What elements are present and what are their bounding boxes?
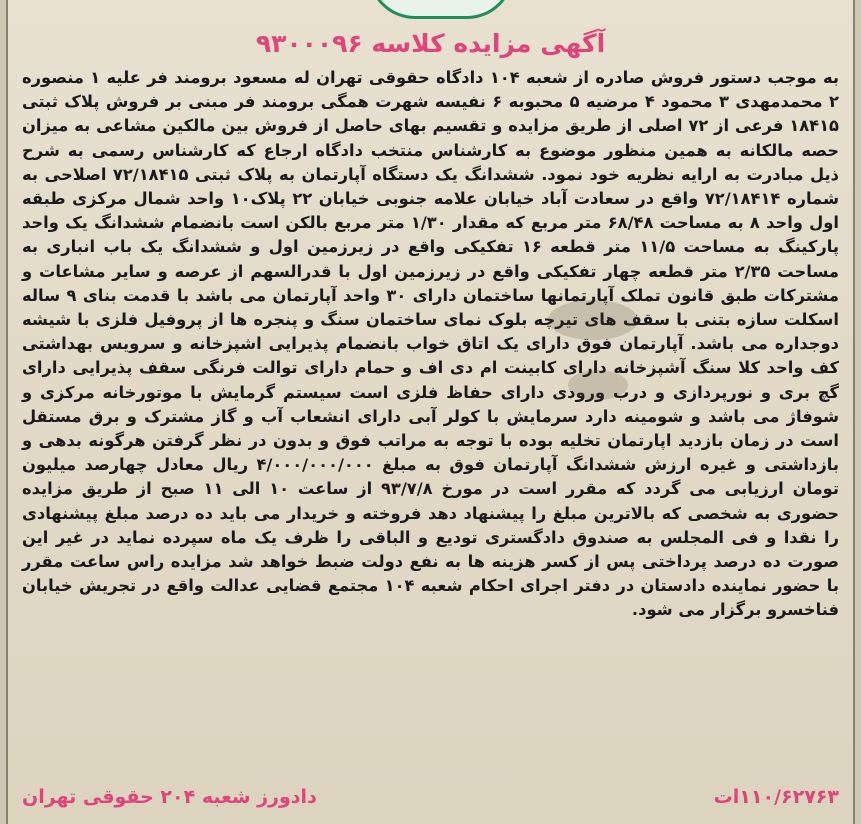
- notice-footer: [22, 780, 839, 814]
- notice-title: آگهی مزایده کلاسه ۹۳۰۰۰۹۶: [255, 29, 606, 58]
- reference-code: ۱۱۰/۶۲۷۶۳ات: [713, 786, 839, 808]
- signature: دادورز شعبه ۲۰۴ حقوقی تهران: [22, 786, 317, 808]
- newspaper-clipping: [6, 0, 855, 824]
- notice-body: به موجب دستور فروش صادره از شعبه ۱۰۴ دادگاه حقوقی تهران له مسعود برومند فر علیه ۱ منصوره ۲ محمدمهدی ۳ محمود ۴ مرضیه ۵ محبوبه ۶ نفیسه شهرت همگی برومند فر مبنی بر فروش پلاک ثبتی ۱۸۴۱۵ فرعی از ۷۲ اصلی از طریق مزایده و تقسیم بهای حاصل از فروش بین مالکین مشاعی به میزان حصه مالکانه به همین منظور موضوع به کارشناس منتخب دادگاه ارجاع که کارشناس رسمی به شرح ذیل مبادرت به ارایه نظریه خود نمود. ششدانگ یک دستگاه آپارتمان به پلاک ثبتی ۷۲/۱۸۴۱۵ اصلاحی به شماره ۷۲/۱۸۴۱۴ واقع در سعادت آباد خیابان علامه جنوبی خیابان ۲۲ پلاک۱۰ واحد شمال مرکزی طبقه اول واحد ۸ به مساحت ۶۸/۴۸ متر مربع که مقدار ۱/۳۰ متر مربع بالکن است بانضمام ششدانگ یک واحد پارکینگ به مساحت ۱۱/۵ متر قطعه ۱۶ تفکیکی واقع در زیرزمین اول و ششدانگ یک باب انباری به مساحت ۲/۳۵ متر قطعه چهار تفکیکی واقع در زیرزمین اول با قدرالسهم از عرصه و سایر مشاعات و مشترکات طبق قانون تملک آپارتمانها ساختمان دارای ۳۰ واحد آپارتمان می باشد با قدمت بنای ۹ ساله اسکلت سازه بتنی با سقف های تیرچه بلوک نمای ساختمان سنگ و پنجره ها از پروفیل فلزی با شیشه دوجداره می باشد. آپارتمان فوق دارای یک اتاق خواب بانضمام پذیرایی اشپزخانه و سرویس بهداشتی کف واحد کلا سنگ آشپزخانه دارای کابینت ام دی اف و حمام دارای توالت فرنگی سقف پذیرایی دارای گچ بری و نورپردازی و درب ورودی دارای حفاظ فلزی است سیستم گرمایش با موتورخانه مرکزی و شوفاژ می باشد و شومینه دارد سرمایش با کولر آبی دارای انشعاب آب و گاز مشترک و برق مستقل است در زمان بازدید اپارتمان تخلیه بوده با توجه به مراتب فوق و بدون در نظر گرفتن هرگونه بدهی و بازداشتی و غیره ارزش ششدانگ آپارتمان فوق به مبلغ ۴/۰۰۰/۰۰۰/۰۰۰ ریال معادل چهارصد میلیون تومان ارزیابی می گردد که مقرر است در مورخ ۹۳/۷/۸ از ساعت ۱۰ الی ۱۱ صبح از طریق مزایده حضوری به شخصی که بالاترین مبلغ را پیشنهاد دهد فروخته و خریدار می باید ده درصد مبلغ پیشنهادی را نقدا و فی المجلس به صندوق دادگستری تودیع و الباقی را ظرف یک ماه سپرده نماید در غیر این صورت ده درصد پرداختی پس از کسر هزینه ها به نفع دولت ضبط خواهد شد مزایده راس ساعت مقرر با حضور نماینده دادستان در دفتر اجرای احکام شعبه ۱۰۴ مجتمع قضایی عدالت واقع در تجریش خیابان فناخسرو برگزار می شود.: [22, 68, 840, 620]
- emblem-logo: [368, 0, 514, 19]
